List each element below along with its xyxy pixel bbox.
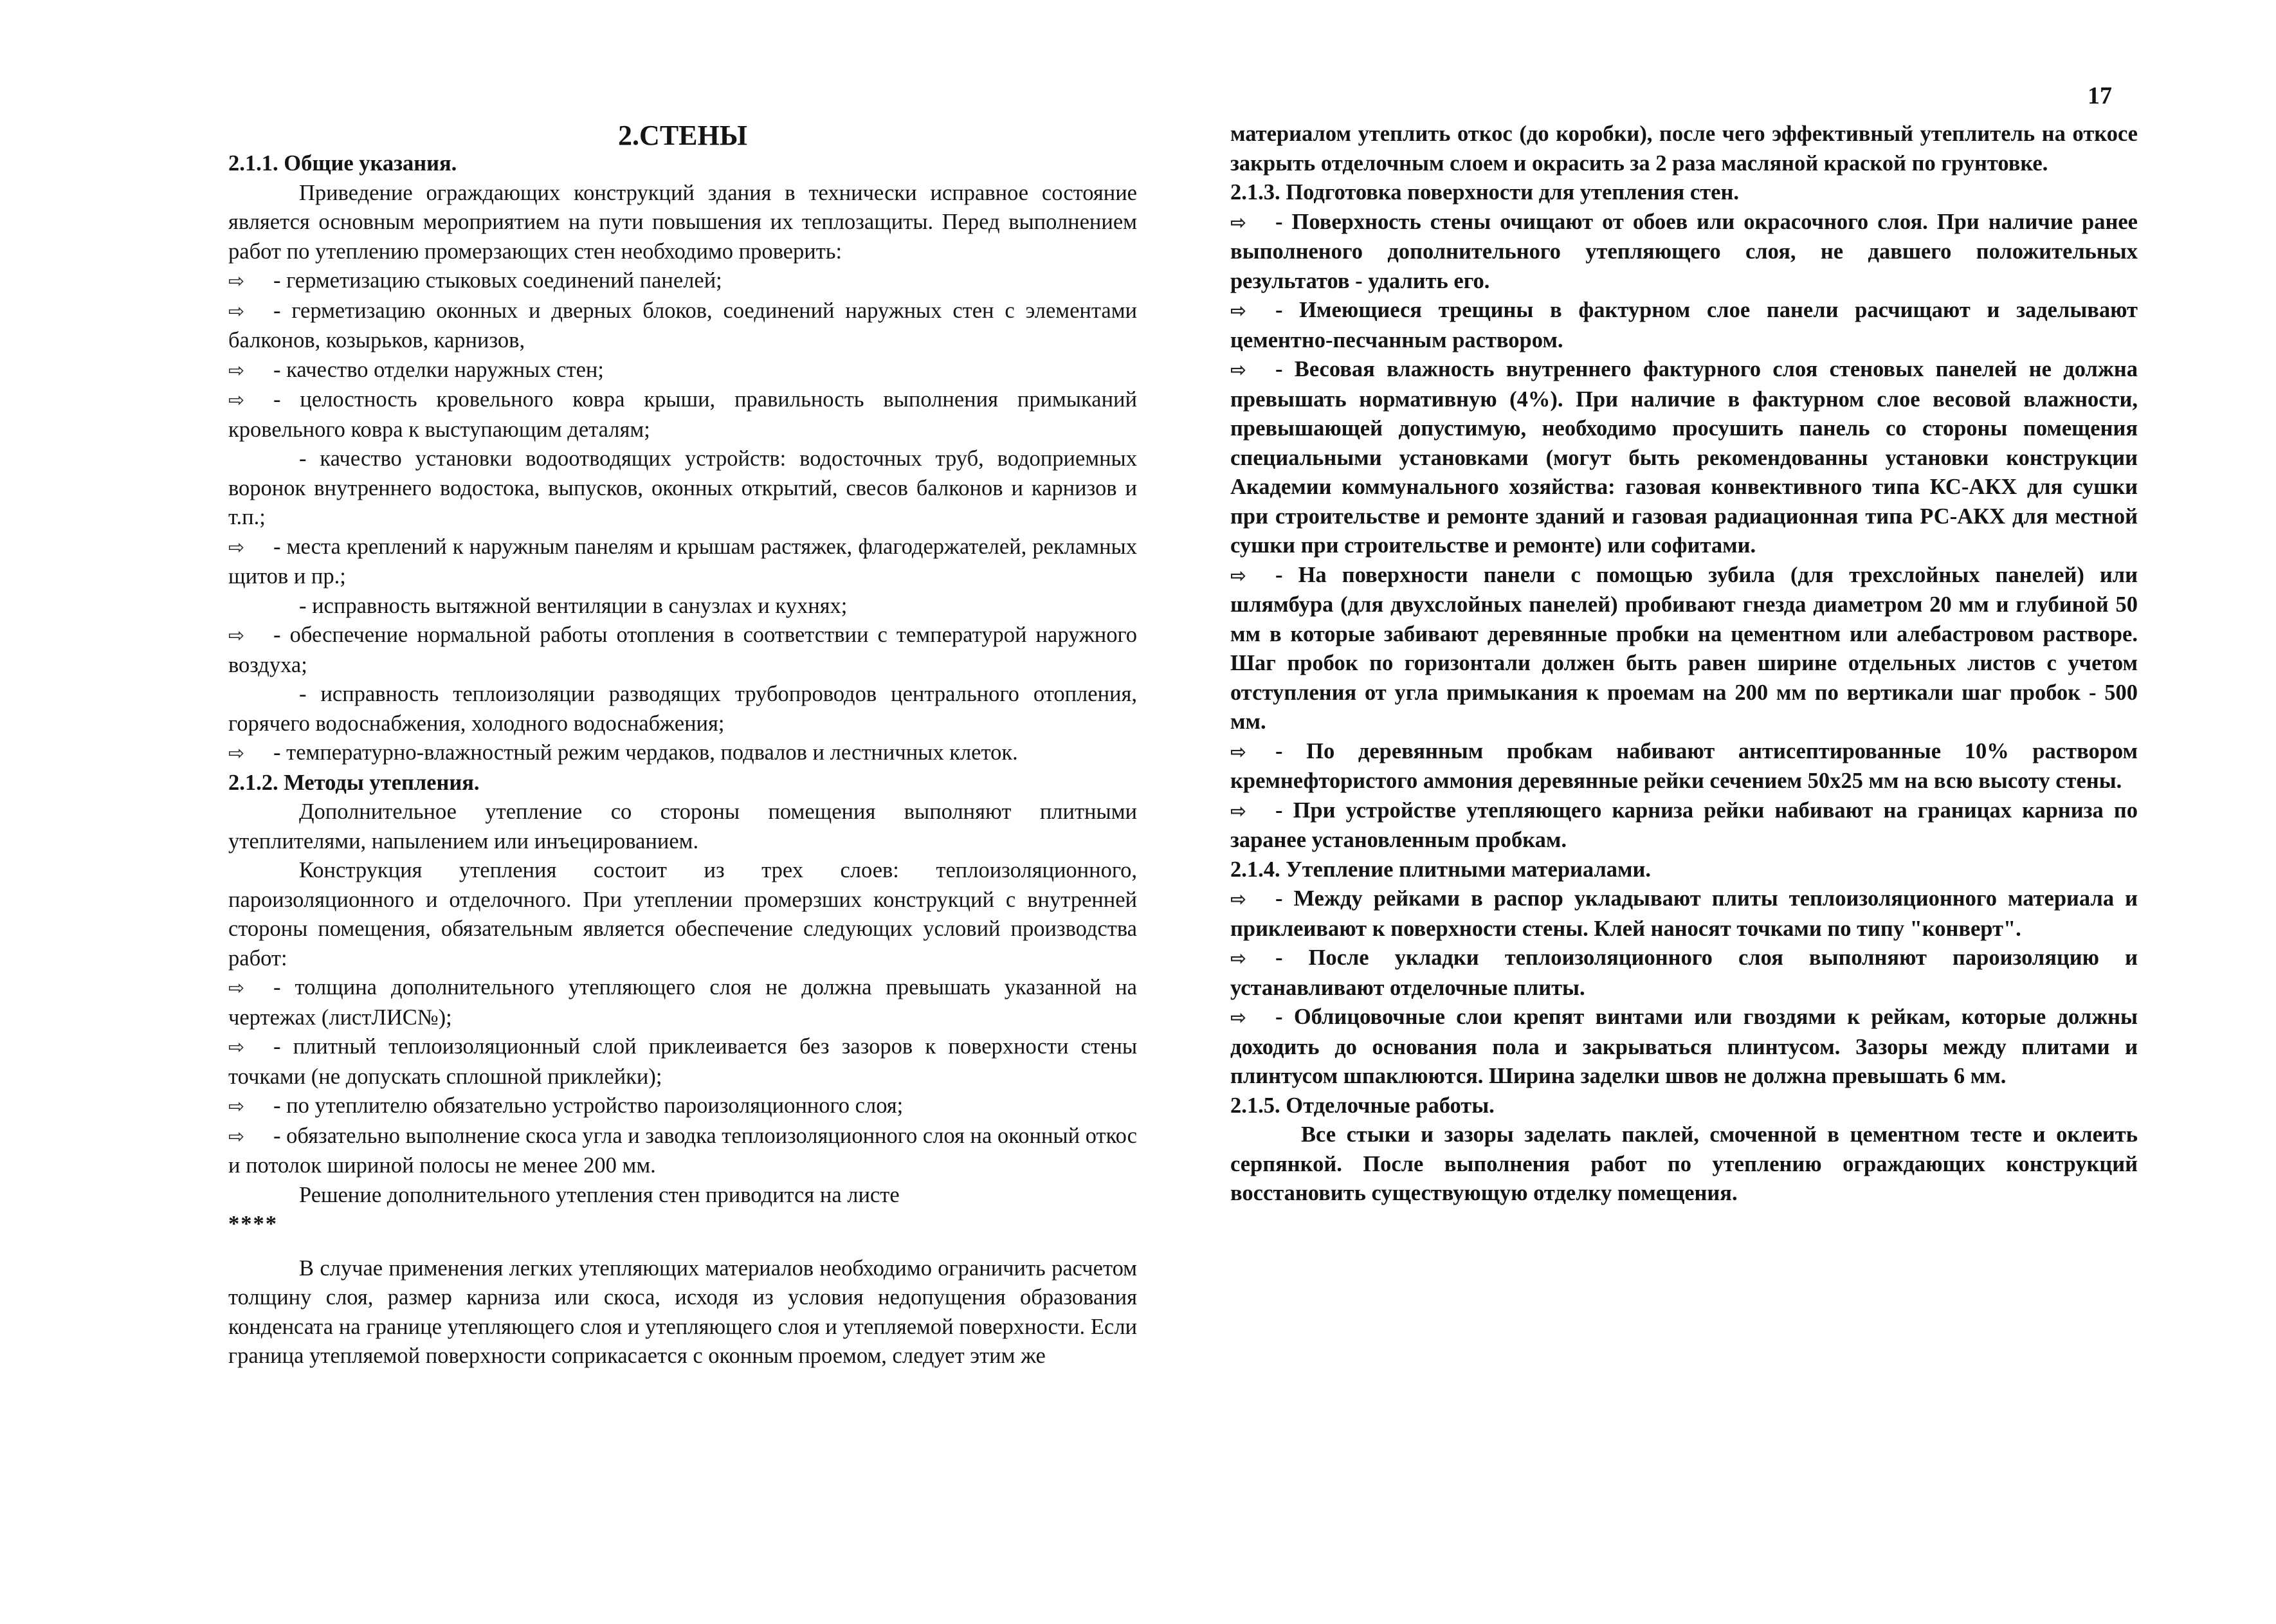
check-item-text: - места креплений к наружным панелям и крышам растяжек, флагодержателей, рекламных щитов и пр.; [228,534,1137,588]
prep-list-item [1230,296,2138,355]
arrow-bullet-icon: ⇨ [228,1125,245,1148]
check-list-item [228,738,1137,769]
arrow-bullet-icon: ⇨ [1230,799,1247,823]
check-item-text: - герметизацию оконных и дверных блоков, соединений наружных стен с элементами балконов, козырьков, карнизов, [228,298,1137,352]
check-item-text: - целостность кровельного ковра крыши, правильность выполнения примыканий кровельного ковра к выступающим деталям; [228,387,1137,442]
check-list-item [228,297,1137,356]
plate-list-item [1230,1003,2138,1091]
arrow-bullet-icon: ⇨ [1230,211,1247,234]
check-list-item [228,621,1137,680]
check-item-text: - температурно-влажностный режим чердаков, подвалов и лестничных клеток. [273,740,1018,765]
prep-item-text: - Поверхность стены очищают от обоев или окрасочного слоя. При наличие ранее выполненого дополнительного утепляющего слоя, не давшего положительных результатов - удалить его. [1230,209,2138,293]
arrow-bullet-icon: ⇨ [1230,300,1247,322]
plate-list-item [1230,884,2138,944]
section-2-1-1-heading: 2.1.1. Общие указания. [228,151,457,176]
section-2-1-4-heading: 2.1.4. Утепление плитными материалами. [1230,857,1652,882]
arrow-bullet-icon: ⇨ [228,536,245,559]
condition-list-item [228,973,1137,1032]
prep-list-item [1230,796,2138,855]
general-intro-paragraph: Приведение ограждающих конструкций здания в технически исправное состояние является основным мероприятием на пути повышения их теплозащиты. Перед выполнением работ по утеплению промерзающих стен необходимо проверить: [228,180,1137,264]
condition-item-text: - обязательно выполнение скоса угла и заводка теплоизоляционного слоя на оконный откос и потолок шириной полосы не менее 200 мм. [228,1123,1137,1178]
methods-paragraph: Дополнительное утепление со стороны помещения выполняют плитными утеплителями, напылением или инъецированием. [228,799,1137,853]
prep-item-text: - Имеющиеся трещины в фактурном слое панели расчищают и заделывают цементно-песчанным раствором. [1230,298,2138,352]
arrow-bullet-icon: ⇨ [1230,359,1247,381]
construction-paragraph: Конструкция утепления состоит из трех слоев: теплоизоляционного, пароизоляционного и отделочного. При утеплении промерзших конструкций с внутренней стороны помещения, обязательным является обеспечение следующих условий производства работ: [228,858,1137,971]
solution-paragraph: Решение дополнительного утепления стен приводится на листе [299,1182,900,1207]
condition-list-item [228,1091,1137,1122]
arrow-bullet-icon: ⇨ [1230,1007,1247,1029]
plate-item-text: - Облицовочные слои крепят винтами или гвоздями к рейкам, которые должны доходить до основания пола и закрываться плинтусом. Зазоры между плитами и плинтусом шпаклюются. Ширина заделки швов не должна превышать 6 мм. [1230,1005,2138,1088]
arrow-bullet-icon: ⇨ [228,1036,245,1059]
prep-list-item [1230,737,2138,796]
section-2-1-5-heading: 2.1.5. Отделочные работы. [1230,1093,1495,1118]
arrow-bullet-icon: ⇨ [228,1095,245,1118]
prep-item-text: - По деревянным пробкам набивают антисептированные 10% раствором кремнефтористого аммония деревянные рейки сечением 50х25 мм на всю высоту стены. [1230,738,2138,793]
check-list-item [228,385,1137,444]
condition-list-item [228,1032,1137,1091]
prep-item-text: - При устройстве утепляющего карниза рейки набивают на границах карниза по заранее установленным пробкам. [1230,798,2138,852]
section-title: 2.СТЕНЫ [618,120,747,151]
prep-item-text: - На поверхности панели с помощью зубила (для трехслойных панелей) или шлямбура (для двухслойных панелей) пробивают гнезда диаметром 20 мм и глубиной 50 мм в которые забивают деревянные пробки на цементном или алебастровом растворе. Шаг пробок по горизонтали должен быть равен ширине отдельных листов с учетом отступления от угла примыкания к проемам на 200 мм по вертикали шаг пробок - 500 мм. [1230,562,2138,734]
right-column [1230,120,2138,1209]
check-list-item [228,444,1137,533]
arrow-bullet-icon: ⇨ [1230,888,1247,911]
page-number: 17 [2088,82,2112,109]
prep-list-item [1230,208,2138,297]
arrow-bullet-icon: ⇨ [1230,564,1247,587]
check-list-item [228,266,1137,297]
condition-item-text: - толщина дополнительного утепляющего слоя не должна превышать указанной на чертежах (листЛИС№); [228,975,1137,1030]
check-item-text: - качество установки водоотводящих устройств: водосточных труб, водоприемных воронок внутреннего водостока, выпусков, оконных открытий, свесов балконов и карнизов и т.п.; [228,446,1137,529]
arrow-bullet-icon: ⇨ [228,359,245,382]
left-column [228,120,1137,1371]
condition-list-item [228,1122,1137,1181]
sheet-reference-stars: **** [228,1212,278,1236]
light-insulation-paragraph: В случае применения легких утепляющих материалов необходимо ограничить расчетом толщину слоя, размер карниза или скоса, исходя из условия недопущения образования конденсата на границе утепляющего слоя и утепляющего слоя и утепляемой поверхности. Если граница утепляемой поверхности соприкасается с оконным проемом, следует этим же [228,1255,1137,1368]
check-list-item [228,356,1137,386]
check-item-text: - исправность теплоизоляции разводящих трубопроводов центрального отопления, горячего водоснабжения, холодного водоснабжения; [228,682,1137,736]
finish-paragraph: Все стыки и зазоры заделать паклей, смоченной в цементном тесте и оклеить серпянкой. После выполнения работ по утеплению ограждающих конструкций восстановить существующую отделку помещения. [1230,1122,2138,1205]
plate-item-text: - После укладки теплоизоляционного слоя выполняют пароизоляцию и устанавливают отделочные плиты. [1230,945,2138,1000]
arrow-bullet-icon: ⇨ [228,300,245,323]
arrow-bullet-icon: ⇨ [1230,740,1247,763]
prep-item-text: - Весовая влажность внутреннего фактурного слоя стеновых панелей не должна превышать нормативную (4%). При наличие в фактурном слое весовой влажности, превышающей допустимую, необходимо просушить панель со стороны помещения специальными установками (могут быть рекомендованны установки конструкции Академии коммунального хозяйства: газовая конвективного типа КС-АКХ для сушки при строительстве и ремонте зданий и газовая радиационная типа РС-АКХ для местной сушки при строительстве и ремонте) или софитами. [1230,357,2138,558]
check-list-item [228,592,1137,621]
arrow-bullet-icon: ⇨ [228,625,245,647]
condition-item-text: - по утеплителю обязательно устройство пароизоляционного слоя; [273,1093,904,1118]
arrow-bullet-icon: ⇨ [228,977,245,999]
check-item-text: - обеспечение нормальной работы отопления в соответствии с температурой наружного воздуха; [228,623,1137,677]
section-2-1-2-heading: 2.1.2. Методы утепления. [228,770,480,795]
check-item-text: - качество отделки наружных стен; [273,357,604,382]
section-2-1-3-heading: 2.1.3. Подготовка поверхности для утепления стен. [1230,180,1739,205]
arrow-bullet-icon: ⇨ [228,270,245,293]
arrow-bullet-icon: ⇨ [1230,947,1247,970]
plate-list-item [1230,944,2138,1003]
prep-list-item [1230,561,2138,737]
check-item-text: - исправность вытяжной вентиляции в санузлах и кухнях; [299,593,848,618]
continuation-paragraph: материалом утеплить откос (до коробки), после чего эффективный утеплитель на откосе закрыть отделочным слоем и окрасить за 2 раза масляной краской по грунтовке. [1230,122,2138,176]
prep-list-item [1230,355,2138,561]
condition-item-text: - плитный теплоизоляционный слой приклеивается без зазоров к поверхности стены точками (не допускать сплошной приклейки); [228,1034,1137,1089]
check-item-text: - герметизацию стыковых соединений панелей; [273,268,722,293]
arrow-bullet-icon: ⇨ [228,742,245,765]
check-list-item [228,533,1137,592]
check-list-item [228,680,1137,738]
arrow-bullet-icon: ⇨ [228,389,245,412]
plate-item-text: - Между рейками в распор укладывают плиты теплоизоляционного материала и приклеивают к поверхности стены. Клей наносят точками по типу "конверт". [1230,886,2138,941]
